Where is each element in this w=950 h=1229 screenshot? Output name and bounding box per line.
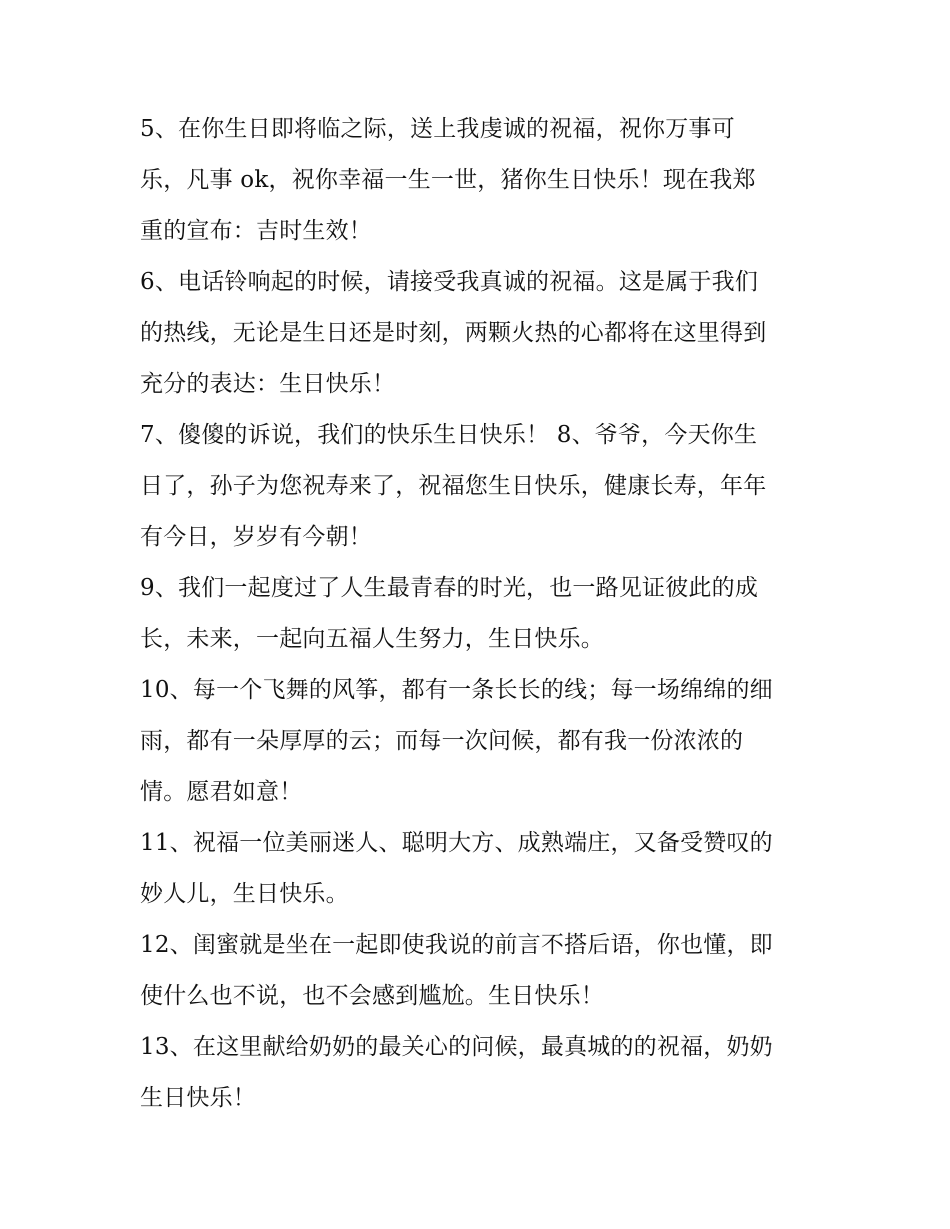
text-line: 充分的表达：生日快乐！	[140, 371, 396, 397]
text-line: 9、我们一起度过了人生最青春的时光，也一路见证彼此的成	[140, 575, 759, 601]
paragraph-12	[140, 920, 812, 1022]
paragraph-10	[140, 665, 812, 818]
text-line: 有今日，岁岁有今朝！	[140, 524, 372, 550]
paragraph-11	[140, 818, 812, 920]
paragraph-13	[140, 1022, 812, 1124]
paragraph-7-8	[140, 410, 812, 563]
text-line: 12、闺蜜就是坐在一起即使我说的前言不搭后语，你也懂，即	[140, 932, 773, 958]
text-line: 10、每一个飞舞的风筝，都有一条长长的线；每一场绵绵的细	[140, 677, 773, 703]
text-line: 长，未来，一起向五福人生努力，生日快乐。	[140, 626, 604, 652]
document-body	[140, 104, 812, 1124]
text-line: 生日快乐！	[140, 1085, 256, 1111]
text-line: 乐，凡事 ok，祝你幸福一生一世，猪你生日快乐！现在我郑	[140, 167, 756, 193]
text-line: 7、傻傻的诉说，我们的快乐生日快乐！ 8、爷爷，今天你生	[140, 422, 758, 448]
text-line: 情。愿君如意！	[140, 779, 303, 805]
paragraph-9	[140, 563, 812, 665]
text-line: 6、电话铃响起的时候，请接受我真诚的祝福。这是属于我们	[140, 269, 759, 295]
text-line: 雨，都有一朵厚厚的云；而每一次问候，都有我一份浓浓的	[140, 728, 744, 754]
text-line: 日了，孙子为您祝寿来了，祝福您生日快乐，健康长寿，年年	[140, 473, 767, 499]
text-line: 5、在你生日即将临之际，送上我虔诚的祝福，祝你万事可	[140, 116, 735, 142]
paragraph-5	[140, 104, 812, 257]
text-line: 重的宣布：吉时生效！	[140, 218, 372, 244]
paragraph-6	[140, 257, 812, 410]
text-line: 使什么也不说，也不会感到尴尬。生日快乐！	[140, 983, 604, 1009]
text-line: 13、在这里献给奶奶的最关心的问候，最真城的的祝福，奶奶	[140, 1034, 773, 1060]
text-line: 妙人儿，生日快乐。	[140, 881, 349, 907]
text-line: 11、祝福一位美丽迷人、聪明大方、成熟端庄，又备受赞叹的	[140, 830, 773, 856]
text-line: 的热线，无论是生日还是时刻，两颗火热的心都将在这里得到	[140, 320, 767, 346]
